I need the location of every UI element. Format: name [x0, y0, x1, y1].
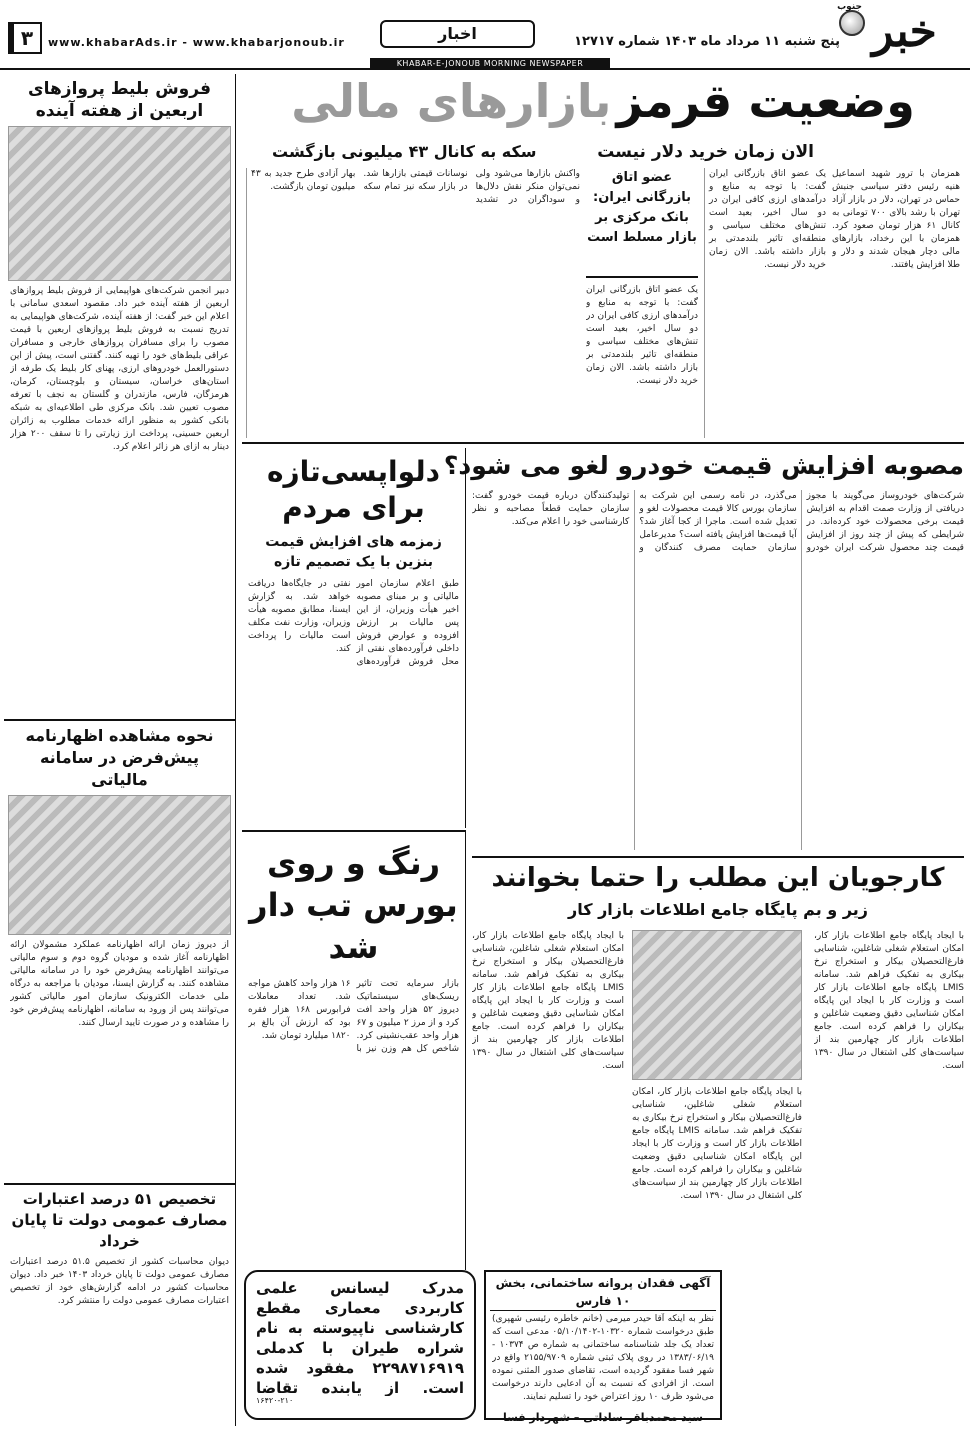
- subheadline-left: سکه به کانال ۴۳ میلیونی بازگشت: [272, 142, 537, 161]
- article-body: یک عضو اتاق بازرگانی ایران گفت: با توجه به منابع و درآمدهای ارزی کافی ایران در دو سال اخیر، بعید است تنش‌های مختلف سیاسی و منطقه‌ای تاثیر بلندمدتی بر بازار داشته باشد. الان زمان خرید دلار نیست.: [704, 168, 826, 438]
- article-body: طبق اعلام سازمان امور مالیاتی و بر مبنای مصوبه اخیر هیأت وزیران، از این پس مالیات بر ارزش افزوده و عوارض فروش داخلی فرآورده‌های نفتی از محل فروش فرآورده‌های نفتی در جایگاه‌ها دریافت خواهد شد. به گزارش ایسنا، مطابق مصوبه هیأت وزیران، وزارت نفت مکلف است مالیات را پرداخت کند.: [248, 579, 459, 667]
- notice-title: آگهی فقدان پروانه ساختمانی، بخش ۱۰ فارس: [490, 1274, 716, 1311]
- english-strap: KHABAR-E-JONOUB MORNING NEWSPAPER: [370, 58, 610, 70]
- top-story: [242, 74, 964, 444]
- headline: [242, 74, 964, 140]
- article-title: تخصیص ۵۱ درصد اعتبارات مصارف عمومی دولت تا پایان خرداد: [11, 1190, 228, 1250]
- article-body: یک عضو اتاق بازرگانی ایران گفت: با توجه به منابع و درآمدهای ارزی کافی ایران در دو سال اخیر، بعید است تنش‌های مختلف سیاسی و منطقه‌ای تاثیر بلندمدتی بر بازار داشته باشد. الان زمان خرید دلار نیست.: [586, 285, 698, 386]
- article-body: با ایجاد پایگاه جامع اطلاعات بازار کار، امکان استعلام شغلی شاغلین، شناسایی فارغ‌التحصیلان بیکار و استخراج نرخ بیکاری به تفکیک فراهم شد. سامانه LMIS پایگاه جامع اطلاعات بازار کار است و وزارت کار با ایجاد این پایگاه امکان شناسایی دقیق وضعیت شاغلین و بیکاران را فراهم کرده است. جامع اطلاعات بازار کار چهارمین بند از سیاست‌های کلی اشتغال در سال ۱۳۹۰ است.: [472, 931, 624, 1071]
- article-body: واکنش بازارها می‌شود ولی نمی‌توان منکر نقش دلال‌ها و سوداگران در تشدید نوسانات قیمتی بازارها شد. در بازار سکه نیز تمام سکه بهار آزادی طرح جدید به ۴۳ میلیون تومان بازگشت.: [246, 168, 580, 438]
- notice-signature: سید محمدباقر ساداتی – شهردار فسا: [503, 1411, 703, 1424]
- article-title: کارجویان این مطلب را حتما بخوانند: [491, 863, 945, 893]
- lost-document-ad: [244, 1270, 476, 1420]
- subheadline-right: الان زمان خرید دلار نیست: [597, 142, 814, 162]
- headline-gray: بازارهای مالی: [291, 74, 612, 128]
- car-price-story: [443, 448, 964, 858]
- notice-box: [484, 1270, 722, 1424]
- laptop-calculator-photo: [8, 795, 231, 935]
- fuel-story: [242, 448, 466, 828]
- article-body: شرکت‌های خودروساز می‌گویند با مجوز دریافتی از وزارت صمت اقدام به افزایش قیمت برخی محصولات خود کرده‌اند. در شرایطی که پیش از چند روز از افزایش قیمت چند محصول شرکت ایران خودرو می‌گذرد، در نامه رسمی این شرکت به سازمان بورس کالا قیمت محصولات لغو و تعدیل شده است. ماجرا از کجا آغاز شد؟ آیا قیمت‌ها افزایش یافته است؟ مدیرعامل سازمان حمایت مصرف کنندگان و تولیدکنندگان درباره قیمت خودرو گفت: سازمان حمایت قطعاً مصاحبه و نظر کارشناسی خود را اعلام می‌کند.: [472, 491, 964, 553]
- website-links[interactable]: www.khabarAds.ir - www.khabarjonoub.ir: [48, 36, 345, 49]
- logo-subtitle: جنوب: [837, 2, 862, 12]
- left-column: [4, 74, 236, 1426]
- article-body: با ایجاد پایگاه جامع اطلاعات بازار کار، امکان استعلام شغلی شاغلین، شناسایی فارغ‌التحصیلان بیکار و استخراج نرخ بیکاری به تفکیک فراهم شد. سامانه LMIS پایگاه جامع اطلاعات بازار کار است و وزارت کار با ایجاد این پایگاه امکان شناسایی دقیق وضعیت شاغلین و بیکاران را فراهم کرده است. جامع اطلاعات بازار کار چهارمین بند از سیاست‌های کلی اشتغال در سال ۱۳۹۰ است.: [814, 931, 964, 1071]
- newspaper-logo: خبر: [872, 6, 937, 57]
- headline-black: وضعیت قرمز: [616, 74, 915, 128]
- article-title: فروش بلیط پروازهای اربعین از هفته آینده: [28, 79, 211, 121]
- article-title: دلواپسی‌تازه برای مردم: [266, 455, 441, 524]
- article-body: دبیر انجمن شرکت‌های هواپیمایی از فروش بلیط پروازهای اربعین از هفته آینده خبر داد. مقصود اسعدی سامانی با اعلام این خبر گفت: از هفته آینده، شرکت‌های هواپیمایی به تدریج نسبت به فروش بلیط پروازهای اربعین با قیمت مصوب را برای مسافران پروازهای خارجی و مسافران عراقی بلیط‌های خود را تهیه کنند. گفتنی است، پیش از این دستورالعمل خودروهای ارزی، پهنای کار بلیط یک طرفه از استان‌های خراسان، سیستان و بلوچستان، کرمان، هرمزگان، فارس، مازندران و گلستان به نجف با تعرفه مصوب تعیین شد. بانک مرکزی طی اطلاعیه‌ای به شبکه بانکی کشور به منظور ارائه خدمات مطلوب به زائران اربعین حسینی، پرداخت ارز زیارتی را تا سقف ۲۰۰ هزار دینار به ازای هر زائر اعلام کرد.: [10, 286, 229, 452]
- article-body: بازار سرمایه تحت تاثیر ریسک‌های سیستماتیک دیروز ۵۲ هزار واحد افت کرد و از مرز ۲ میلیون و ۶۷ هزار واحد عقب‌نشینی کرد. شاخص کل هم وزن نیز با ۱۶ هزار واحد کاهش مواجه شد. تعداد معاملات فرابورس ۱۶۸ هزار فقره بود که ارزش آن بالغ بر ۱۸۲۰ میلیارد تومان شد.: [248, 979, 459, 1054]
- ad-body: مدرک لیسانس علمی کاربردی معماری مقطع کارشناسی ناپیوسته به نام شراره طیران با کدملی ۲۲۹۸۷۱۶۹۱۹ مفقود شده است. از یابنده تقاضا: [256, 1279, 464, 1396]
- globe-icon: [839, 10, 865, 36]
- article-body: همزمان با ترور شهید اسماعیل هنیه رئیس دفتر سیاسی جنبش حماس در تهران، دلار در بازار آزاد تهران با رشد بالای ۷۰۰ تومانی به کانال ۶۱ هزار تومان صعود کرد. همزمان با این رخداد، بازارهای مالی دچار هیجان شدند و دلار و طلا افزایش یافتند.: [832, 169, 960, 270]
- jobs-story: [472, 860, 964, 1260]
- article-body: دیوان محاسبات کشور از تخصیص ۵۱.۵ درصد اعتبارات مصارف عمومی دولت تا پایان خرداد ۱۴۰۳ خبر داد. دیوان محاسبات کشور در ادامه گزارش‌های خود از تخصیص اعتبارات مصارف عمومی دولت را منتشر کرد.: [10, 1257, 229, 1306]
- article-title: مصوبه افزایش قیمت خودرو لغو می شود؟: [443, 451, 964, 480]
- ad-code: ۱۶۴۲۰-۲۱۰: [256, 1396, 294, 1405]
- network-people-graphic: [632, 930, 802, 1080]
- article-title: رنگ و روی بورس تب دار شد: [249, 844, 458, 966]
- article-title: نحوه مشاهده اظهارنامه پیش‌فرض در سامانه مالیاتی: [25, 726, 214, 789]
- pull-quote: عضو اتاق بازرگانی ایران: بانک مرکزی بر بازار مسلط است: [586, 168, 698, 278]
- article-subtitle: زیر و بم پایگاه جامع اطلاعات بازار کار: [568, 900, 868, 919]
- page-number: ۳: [8, 22, 42, 54]
- airplane-ticket-photo: [8, 126, 231, 281]
- article-body: از دیروز زمان ارائه اظهارنامه عملکرد مشمولان ارائه اظهارنامه آغاز شده و مودیان گروه دوم و سوم مالیاتی می‌توانند اظهارنامه پیش‌فرض خود را در سامانه مالیاتی مشاهده کنند. به گزارش ایسنا، مودیان با مراجعه به درگاه ملی خدمات الکترونیک سازمان امور مالیاتی کشور می‌توانند پس از ورود به سامانه، اظهارنامه پیش‌فرض خود را مشاهده و در صورت تایید ارسال کنند.: [10, 940, 229, 1028]
- masthead: [0, 0, 970, 70]
- issue-date: پنج شنبه ۱۱ مرداد ماه ۱۴۰۳ شماره ۱۲۷۱۷: [574, 34, 840, 49]
- article-body: با ایجاد پایگاه جامع اطلاعات بازار کار، امکان استعلام شغلی شاغلین، شناسایی فارغ‌التحصیلان بیکار و استخراج نرخ بیکاری به تفکیک فراهم شد. سامانه LMIS پایگاه جامع اطلاعات بازار کار است و وزارت کار با ایجاد این پایگاه امکان شناسایی دقیق وضعیت شاغلین و بیکاران را فراهم کرده است. جامع اطلاعات بازار کار چهارمین بند از سیاست‌های کلی اشتغال در سال ۱۳۹۰ است.: [632, 1087, 802, 1201]
- article-subtitle: زمزمه های افزایش قیمت بنزین با یک تصمیم تازه: [265, 534, 442, 570]
- section-label: اخبار: [380, 20, 535, 48]
- bourse-story: [242, 830, 466, 1270]
- notice-body: نظر به اینکه آقا حیدر میرمی (خانم خاطره رئیسی شهپری) طبق درخواست شماره ۱۰۳۲۰-۰۵/۱۰/۱۴۰۲ مدعی است که تعداد یک جلد شناسنامه ساختمانی به شماره ص ۱۰۳۷۴ - ۱۳۸۳/۰۶/۱۹ در روی پلاک ثبتی شماره ۲۱۵۵/۹۷۰۹ واقع در شهر فسا مفقود گردیده است، تقاضای صدور المثنی نموده است. از افرادی که نسبت به آن ادعایی دارند درخواست می‌شود ظرف ۱۰ روز اعتراض خود را تسلیم نمایند.: [492, 1314, 714, 1402]
